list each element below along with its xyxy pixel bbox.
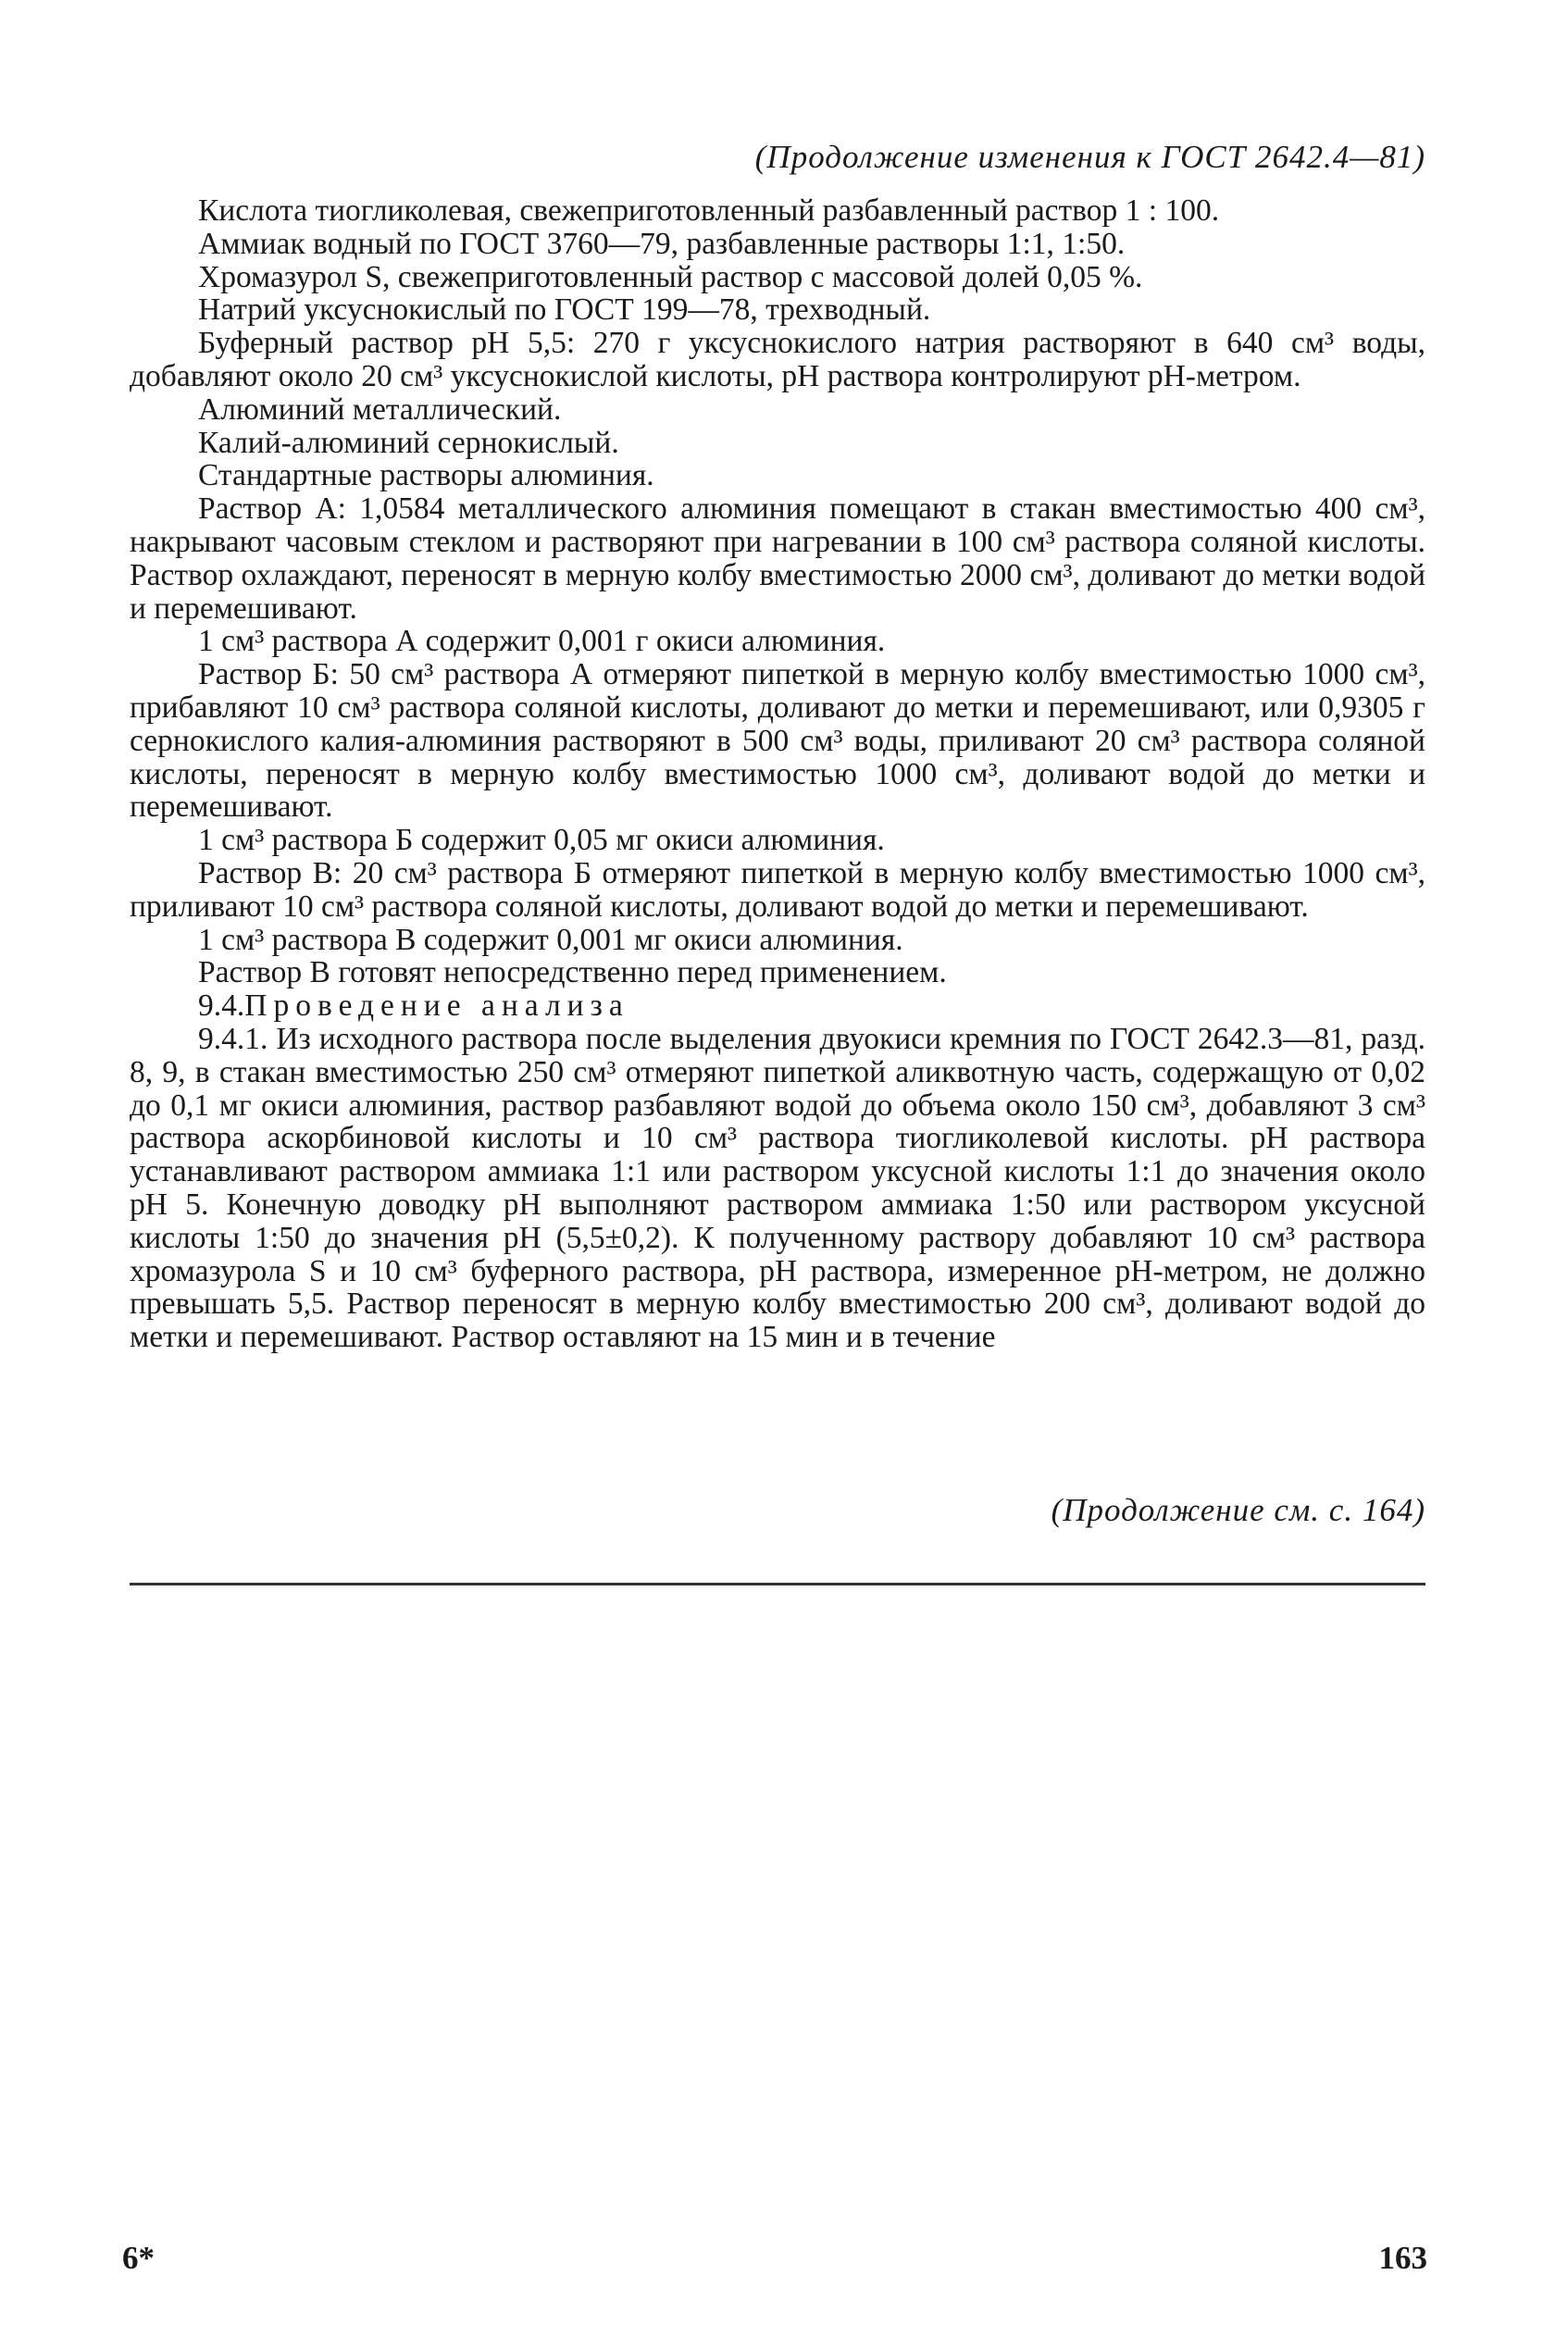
paragraph: Хромазурол S, свежеприготовленный раствор с массовой долей 0,05 %. [198, 259, 1143, 294]
section-number: 9.4. [198, 988, 245, 1024]
paragraph: Раствор В готовят непосредственно перед применением. [198, 955, 947, 990]
analysis-paragraph: 9.4.1. Из исходного раствора после выделения двуокиси кремния по ГОСТ 2642.3—81, разд. 8, 9, в стакан вместимостью 250 см³ отмеряют пипеткой аликвотную часть, содержащую от 0,02 до 0,1 мг окиси алюминия, раствор разбавляют водой до объема около 150 см³, добавляют 3 см³ раствора аскорбиновой кислоты и 10 см³ раствора тиогликолевой кислоты. pH раствора устанавливают раствором аммиака 1:1 или раствором уксусной кислоты 1:1 до значения около pH 5. Конечную доводку pH выполняют раствором аммиака 1:50 или раствором уксусной кислоты 1:50 до значения pH (5,5±0,2). К полученному раствору добавляют 10 см³ раствора хромазурола S и 10 см³ буферного раствора, pH раствора, измеренное pH-метром, не должно превышать 5,5. Раствор переносят в мерную колбу вместимостью 200 см³, доливают водой до метки и перемешивают. Раствор оставляют на 15 мин и в течение [130, 1021, 1425, 1355]
paragraph: Кислота тиогликолевая, свежеприготовленный разбавленный раствор 1 : 100. [198, 193, 1220, 228]
paragraph: 1 см³ раствора Б содержит 0,05 мг окиси алюминия. [198, 823, 885, 858]
paragraph: Калий-алюминий сернокислый. [198, 425, 619, 460]
paragraph: Алюминий металлический. [198, 392, 562, 427]
paragraph: Аммиак водный по ГОСТ 3760—79, разбавленные растворы 1:1, 1:50. [198, 226, 1126, 261]
horizontal-rule [130, 1583, 1425, 1585]
signature-mark: 6* [122, 2240, 155, 2276]
paragraph: Буферный раствор pH 5,5: 270 г уксуснокислого натрия растворяют в 640 см³ воды, добавляют около 20 см³ уксуснокислой кислоты, pH раствора контролируют pH-метром. [130, 326, 1425, 393]
continuation-footer: (Продолжение см. с. 164) [1051, 1492, 1425, 1528]
paragraph: Раствор А: 1,0584 металлического алюминия помещают в стакан вместимостью 400 см³, накрывают часовым стеклом и растворяют при нагревании в 100 см³ раствора соляной кислоты. Раствор охлаждают, переносят в мерную колбу вместимостью 2000 см³, доливают до метки водой и перемешивают. [130, 491, 1425, 626]
paragraph: 1 см³ раствора А содержит 0,001 г окиси алюминия. [198, 624, 886, 659]
continuation-header: (Продолжение изменения к ГОСТ 2642.4—81) [754, 139, 1425, 175]
section-heading [130, 989, 1425, 1023]
paragraph: 1 см³ раствора В содержит 0,001 мг окиси алюминия. [198, 922, 903, 957]
paragraph: Раствор Б: 50 см³ раствора А отмеряют пипеткой в мерную колбу вместимостью 1000 см³, прибавляют 10 см³ раствора соляной кислоты, доливают до метки и перемешивают, или 0,9305 г сернокислого калия-алюминия растворяют в 500 см³ воды, приливают 20 см³ раствора соляной кислоты, переносят в мерную колбу вместимостью 1000 см³, доливают водой до метки и перемешивают. [130, 657, 1425, 825]
section-title: Проведение анализа [244, 988, 629, 1024]
body-text [130, 194, 1425, 1354]
paragraph: Раствор В: 20 см³ раствора Б отмеряют пипеткой в мерную колбу вместимостью 1000 см³, приливают 10 см³ раствора соляной кислоты, доливают водой до метки и перемешивают. [130, 855, 1425, 924]
paragraph: Натрий уксуснокислый по ГОСТ 199—78, трехводный. [198, 292, 931, 328]
page-number: 163 [1378, 2240, 1427, 2276]
paragraph: Стандартные растворы алюминия. [198, 458, 654, 493]
